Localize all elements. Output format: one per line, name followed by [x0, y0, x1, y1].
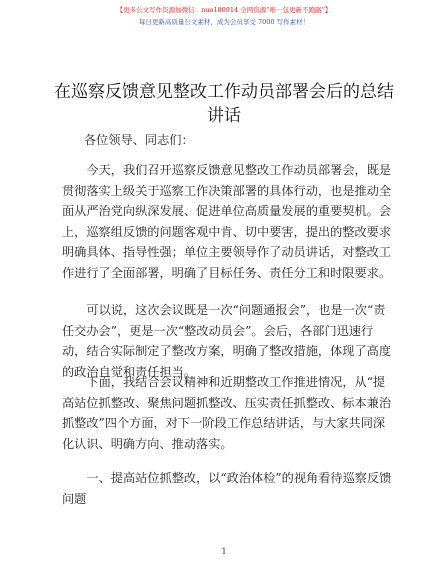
body-paragraph-3: 下面，我结合会议精神和近期整改工作推进情况，从“提高站位抓整改、聚焦问题抓整改、压实责任抓整改、标本兼治抓整改”四个方面，对下一阶段工作总结讲话，与大家共同深化认识、明确方向、推动落实。 — [62, 375, 392, 451]
document-title-line-2: 讲话 — [207, 106, 241, 126]
salutation: 各位领导、同志们： — [84, 133, 194, 147]
promo-banner-line-1: 【更多公文写作资源加微信：nuo180914 全网资源“唯一包更新不跑路”】 — [116, 6, 332, 14]
document-title-line-1: 在巡察反馈意见整改工作动员部署会后的总结 — [54, 82, 394, 102]
section-heading-1: 一、提高站位抓整改，以“政治体检”的视角看待巡察反馈问题 — [62, 471, 392, 506]
page-number: 1 — [221, 547, 227, 556]
body-paragraph-1: 今天，我们召开巡察反馈意见整改工作动员部署会，既是贯彻落实上级关于巡察工作决策部署的具体行动，也是推动全面从严治党向纵深发展、促进单位高质量发展的重要契机。会上，巡察组反馈的问题客观中肯、切中要害，提出的整改要求明确具体、指导性强；单位主要领导作了动员讲话，对整改工作进行了全面部署，明确了目标任务、责任分工和时限要求。 — [62, 163, 392, 280]
promo-banner-line-2: 每日更新高质量公文素材，成为会员享受 7000 写作素材！ — [138, 18, 310, 26]
body-paragraph-2: 可以说，这次会议既是一次“问题通报会”，也是一次“责任交办会”，更是一次“整改动员会”。会后，各部门迅速行动，结合实际制定了整改方案，明确了整改措施，体现了高度的政治自觉和责任担当。 — [62, 303, 392, 379]
document-title — [0, 80, 448, 128]
